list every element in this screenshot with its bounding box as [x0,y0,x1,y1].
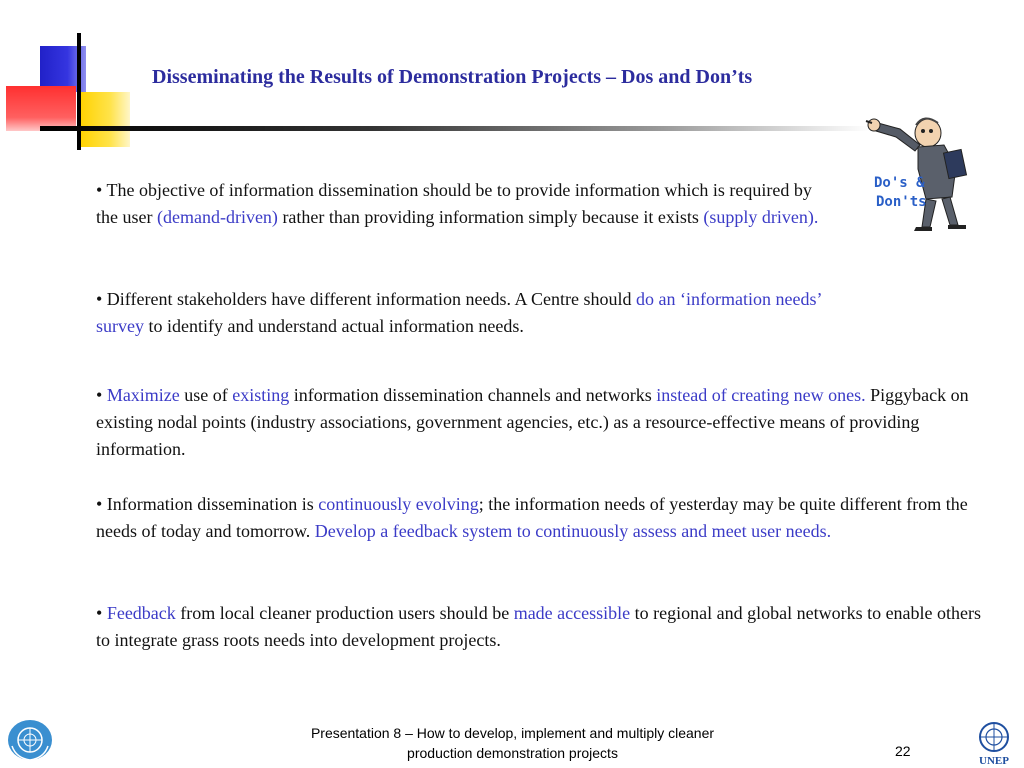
bullet-information-needs [96,286,836,340]
bullet-text: • Information dissemination is [96,494,319,514]
bullet-text: ; the information needs of yesterday may be quite different from the needs of today and tomorrow. [96,494,968,541]
dos-donts-cartoon-icon [860,105,1000,235]
bullet-highlight: made accessible [513,603,631,623]
bullet-highlight: instead of creating new ones. [656,385,866,405]
un-emblem-icon [6,718,54,762]
bullet-text: to regional and global networks to enable others to integrate grass roots needs into development projects. [96,603,982,650]
decorative-yellow-square [80,92,130,147]
bullet-existing-channels [96,382,986,463]
decorative-vertical-line [77,33,81,150]
title-underline [40,126,870,131]
slide-title: Disseminating the Results of Demonstration Projects – Dos and Don’ts [152,66,753,88]
bullet-highlight: existing [232,385,290,405]
bullet-highlight: (demand-driven) [156,207,278,227]
decorative-red-square [6,86,76,131]
bullet-highlight: (supply driven). [703,207,819,227]
unep-label: UNEP [979,755,1009,766]
bullet-text: rather than providing information simply because it exists [277,207,704,227]
bullet-text: use of [179,385,233,405]
bullet-text: • Different stakeholders have different information needs. A Centre should [96,289,636,309]
bullet-text: • [96,385,107,405]
bullet-text: • [96,603,107,623]
bullet-text: Piggyback on existing nodal points (industry associations, government agencies, etc.) as a resource-effective means of providing information. [96,385,969,459]
bullet-demand-driven [96,177,826,231]
footer-line-2: production demonstration projects [407,745,618,761]
footer-line-1: Presentation 8 – How to develop, implement and multiply cleaner [310,725,715,741]
bullet-highlight: continuously evolving [318,494,479,514]
footer-caption [230,723,795,763]
bullet-text: • The objective of information dissemination should be to provide information which is required by the user [96,180,812,227]
bullet-text: from local cleaner production users should be [175,603,514,623]
unep-logo-icon [972,720,1016,766]
bullet-text: to identify and understand actual information needs. [144,316,524,336]
bullet-text: information dissemination channels and networks [289,385,657,405]
bullet-highlight: do an ‘information needs’ survey [96,289,822,336]
bullet-continuously-evolving [96,491,986,545]
bullet-feedback [96,600,986,654]
bullet-highlight: Feedback [106,603,176,623]
cartoon-text-line1: Do's & [874,175,925,191]
bullet-highlight: Maximize [106,385,180,405]
page-number: 22 [895,743,911,759]
cartoon-text-line2: Don'ts [876,194,927,210]
bullet-highlight: Develop a feedback system to continuously assess and meet user needs. [314,521,832,541]
